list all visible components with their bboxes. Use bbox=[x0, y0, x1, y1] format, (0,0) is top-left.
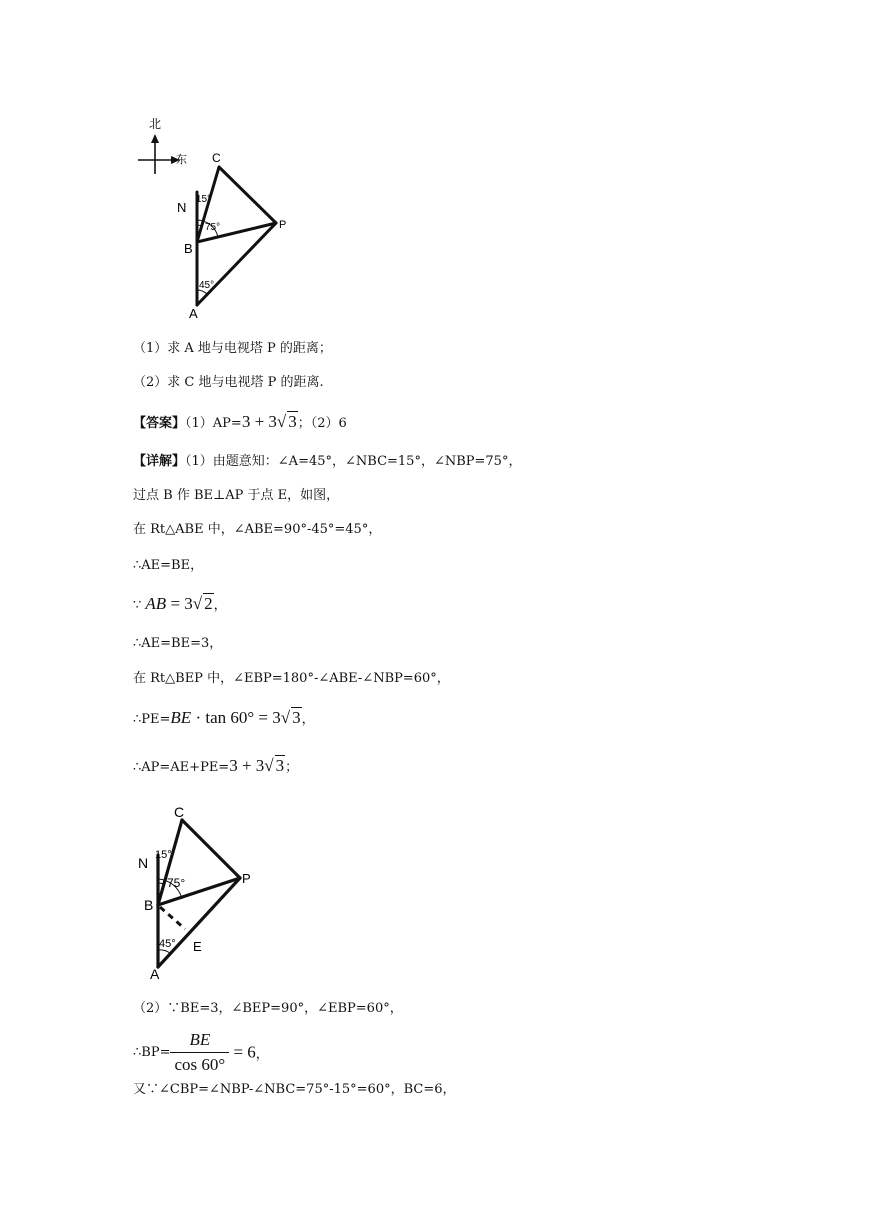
angle-75: 75° bbox=[167, 876, 186, 890]
label-C: C bbox=[212, 151, 221, 165]
angle-75: 75° bbox=[205, 222, 221, 233]
fraction: $\frac{BE}{\cos 60^\circ}$ bbox=[170, 1030, 229, 1075]
line-AP bbox=[197, 223, 276, 305]
compass-north-label: 北 bbox=[149, 117, 162, 131]
answer-part2: ；（2）6 bbox=[297, 416, 347, 431]
label-C: C bbox=[174, 804, 185, 820]
detail-label: 【详解】 bbox=[133, 454, 186, 469]
label-P: P bbox=[279, 219, 287, 231]
detail-line-2: 过点 B 作 BE⊥AP 于点 E，如图， bbox=[133, 488, 340, 503]
figure-2-diagram bbox=[130, 795, 270, 985]
label-N: N bbox=[138, 855, 149, 871]
answer-part1-prefix: （1）AP= bbox=[185, 416, 242, 431]
label-N: N bbox=[177, 200, 187, 215]
angle-45: 45° bbox=[159, 938, 176, 950]
label-A: A bbox=[189, 306, 198, 321]
figure-1-diagram bbox=[130, 110, 300, 325]
label-B: B bbox=[144, 897, 154, 913]
detail-line-8: ∴PE=BE · tan 60° = 3√ 3， bbox=[133, 708, 315, 727]
detail-line-4: ∴AE=BE， bbox=[133, 558, 204, 573]
answer-label: 【答案】 bbox=[133, 416, 186, 431]
line-BC bbox=[158, 820, 182, 905]
figure-2 bbox=[130, 795, 270, 985]
line-CP bbox=[219, 167, 276, 223]
answer-line bbox=[133, 412, 347, 434]
question-2: （2）求 C 地与电视塔 P 的距离. bbox=[133, 375, 324, 390]
line-CP bbox=[182, 820, 240, 878]
detail-line-3: 在 Rt△ABE 中，∠ABE=90°-45°=45°， bbox=[133, 522, 382, 537]
figure-1 bbox=[130, 110, 300, 325]
question-1: （1）求 A 地与电视塔 P 的距离； bbox=[133, 341, 332, 356]
label-B: B bbox=[184, 241, 193, 256]
detail-line-9: ∴AP=AE+PE=3 + 3√ 3； bbox=[133, 756, 299, 775]
detail-line-7: 在 Rt△BEP 中，∠EBP=180°-∠ABE-∠NBP=60°， bbox=[133, 671, 450, 686]
line-BE-dashed bbox=[160, 907, 185, 929]
answer-part1-math: 3 + 3√ 3 bbox=[241, 412, 297, 431]
part2-line-3: 又∵∠CBP=∠NBP-∠NBC=75°-15°=60°，BC=6， bbox=[133, 1082, 456, 1097]
detail-line-1: 【详解】（1）由题意知：∠A=45°，∠NBC=15°，∠NBP=75°， bbox=[133, 454, 522, 469]
part2-line-1: （2）∵BE=3，∠BEP=90°，∠EBP=60°， bbox=[133, 1001, 403, 1016]
label-E: E bbox=[193, 939, 202, 954]
label-P: P bbox=[242, 871, 251, 886]
angle-15: 15° bbox=[196, 194, 212, 205]
angle-15: 15° bbox=[155, 849, 172, 861]
angle-45: 45° bbox=[199, 280, 215, 291]
part2-line-2: ∴BP= $\frac{BE}{\cos 60^\circ}$ = 6， bbox=[133, 1030, 269, 1074]
detail-line-6: ∴AE=BE=3， bbox=[133, 636, 223, 651]
label-A: A bbox=[150, 966, 160, 982]
detail-line-5: ∵ AB = 3√ 2， bbox=[133, 594, 227, 613]
compass-east-label: 东 bbox=[176, 154, 187, 166]
compass-icon bbox=[138, 134, 180, 174]
